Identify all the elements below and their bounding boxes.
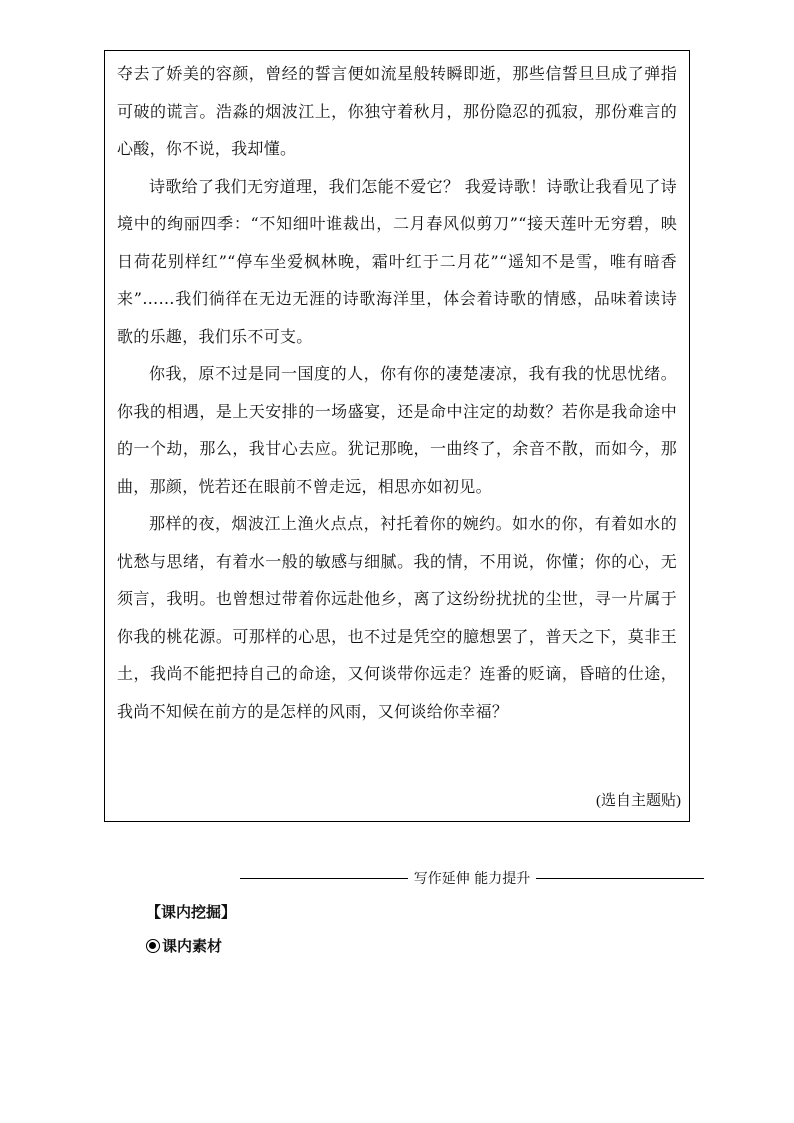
divider-rule-left bbox=[240, 878, 408, 879]
circle-bullet-icon bbox=[146, 939, 160, 953]
section-title: 写作延伸 能力提升 bbox=[413, 871, 531, 887]
divider-rule-right bbox=[536, 878, 704, 879]
essay-paragraph-1: 夺去了娇美的容颜，曾经的誓言便如流星般转瞬即逝，那些信誓旦旦成了弹指可破的谎言。浩淼的烟波江上，你独守着秋月，那份隐忍的孤寂，那份难言的心酸，你不说，我却懂。 bbox=[117, 64, 677, 158]
essay-paragraph-4: 那样的夜，烟波江上渔火点点，衬托着你的婉约。如水的你，有着如水的忧愁与思绪，有着水一般的敏感与细腻。我的情，不用说，你懂；你的心，无须言，我明。也曾想过带着你远赴他乡，离了这纷纷扰扰的尘世，寻一片属于你我的桃花源。可那样的心思，也不过是凭空的臆想罢了，普天之下，莫非王土，我尚不能把持自己的命途，又何谈带你远走？连番的贬谪，昏暗的仕途，我尚不知候在前方的是怎样的风雨，又何谈给你幸福？ bbox=[117, 514, 677, 721]
sub-heading-label: 课内素材 bbox=[162, 937, 223, 955]
section-divider bbox=[104, 868, 704, 888]
essay-paragraph-2: 诗歌给了我们无穷道理，我们怎能不爱它？ 我爱诗歌！诗歌让我看见了诗境中的绚丽四季：“不知细叶谁裁出，二月春风似剪刀”“接天莲叶无穷碧，映日荷花别样红”“停车坐爱枫林晚，霜叶红于二月花”“遥知不是雪，唯有暗香来”……我们徜徉在无边无涯的诗歌海洋里，体会着诗歌的情感，品味着读诗歌的乐趣，我们乐不可支。 bbox=[117, 176, 677, 346]
essay-box bbox=[104, 50, 690, 822]
essay-source: (选自主题贴) bbox=[596, 793, 681, 809]
essay-text bbox=[117, 55, 677, 730]
essay-paragraph-3: 你我，原不过是同一国度的人，你有你的凄楚凄凉，我有我的忧思忧绪。你我的相遇，是上天安排的一场盛宴，还是命中注定的劫数？若你是我命途中的一个劫，那么，我甘心去应。犹记那晚，一曲终了，余音不散，而如今，那曲，那颜，恍若还在眼前不曾走远，相思亦如初见。 bbox=[117, 364, 677, 496]
bracket-heading: 【课内挖掘】 bbox=[146, 903, 237, 921]
sub-heading bbox=[146, 935, 222, 956]
